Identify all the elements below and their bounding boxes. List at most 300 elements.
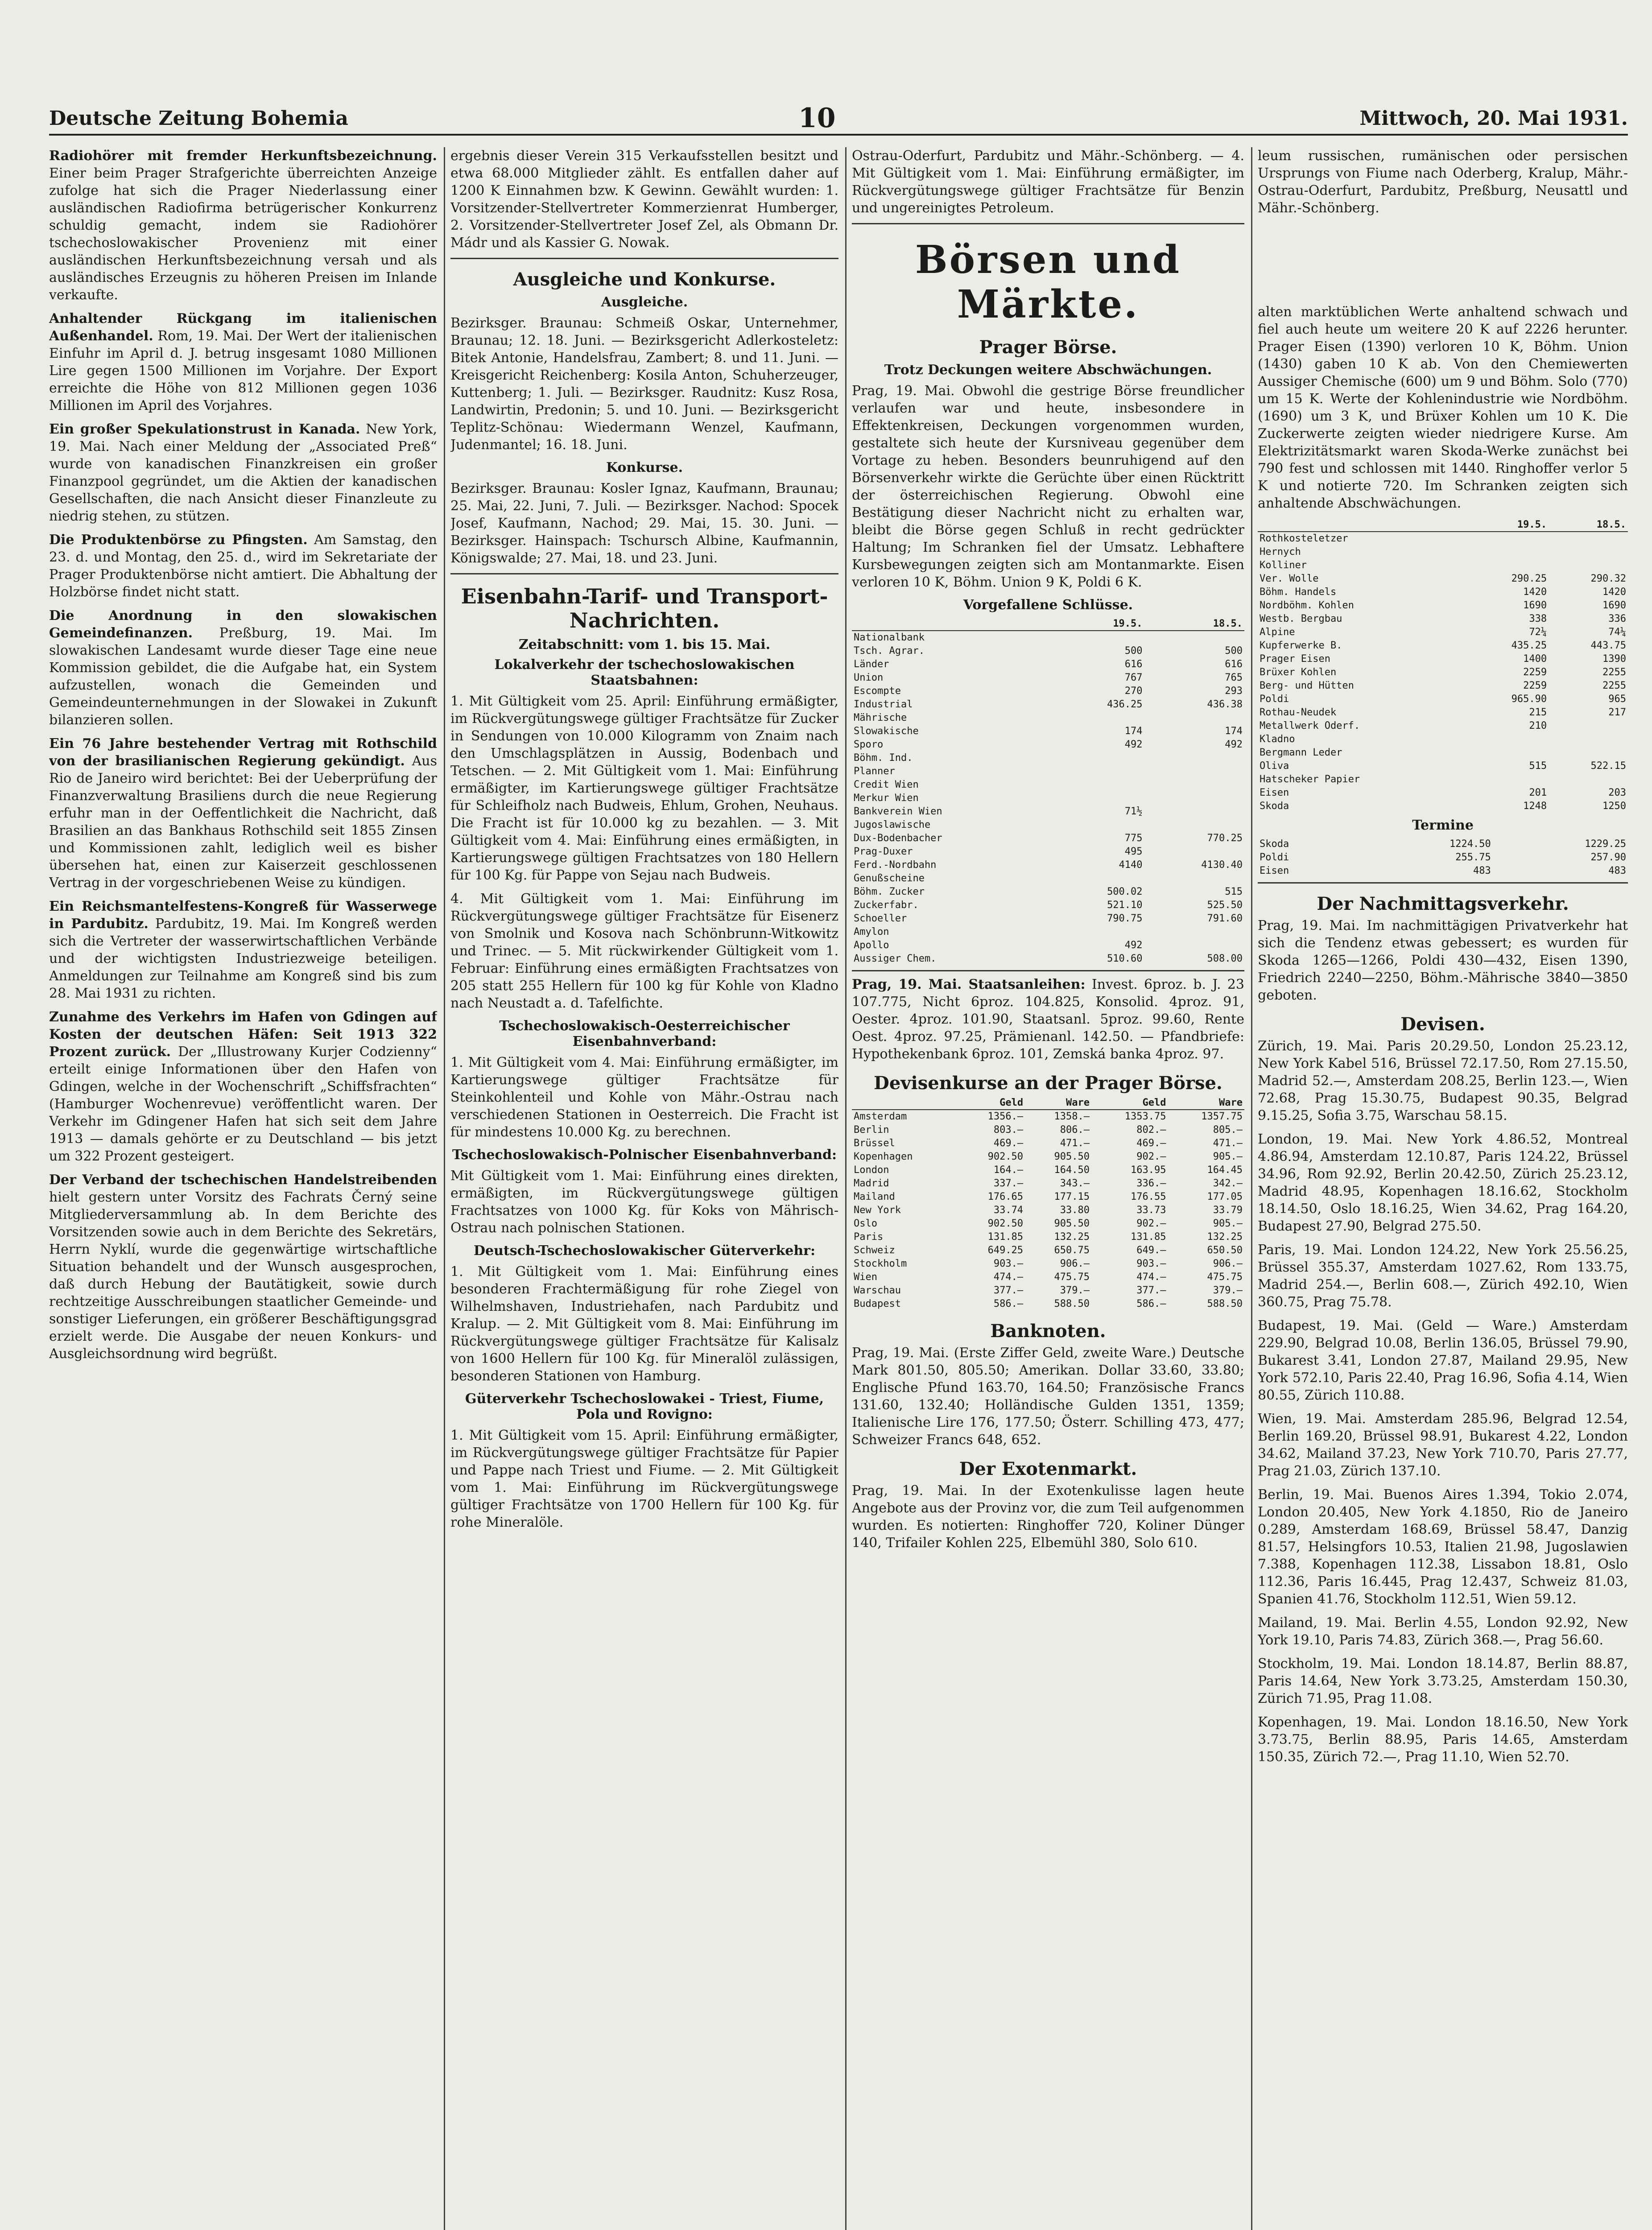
section-title: Prager Börse.	[979, 337, 1117, 358]
table-cell: Länder	[854, 659, 889, 670]
section-title: Devisen.	[1400, 1014, 1485, 1035]
article-body: ergebnis dieser Verein 315 Verkaufsstellen besitzt und etwa 68.000 Mitglieder zählt. Es entfallen daher auf 1200 K Einnahmen bzw. K Gewinn. Gewählt wurden: 1. Vorsitzender-Stellvertreter Kommerzienrat Humberger, 2. Vorsitzender-Stellvertreter Josef Zel, als Obmann Dr. Mádr und als Kassier G. Nowak.	[450, 148, 838, 251]
table-cell: Amsterdam	[854, 1111, 907, 1122]
table-cell	[1144, 711, 1244, 725]
table-cell: 1690	[1523, 600, 1547, 611]
table-cell: 906.—	[1060, 1258, 1090, 1269]
table-row	[1258, 559, 1628, 572]
article-headline: Der Verband der tschechischen Handelstreibenden	[49, 1172, 437, 1188]
table-row	[852, 939, 1244, 952]
table-cell: 132.25	[1054, 1231, 1090, 1243]
table-row	[852, 725, 1244, 738]
table-row	[852, 859, 1244, 872]
table-header-cell	[852, 617, 1057, 631]
section-title: Banknoten.	[990, 1321, 1106, 1342]
column-rule	[845, 147, 847, 2230]
table-cell	[1469, 545, 1549, 559]
table-cell: Ver. Wolle	[1260, 573, 1319, 584]
article	[49, 531, 437, 601]
table-cell	[1144, 631, 1244, 644]
table-cell: 903.—	[1136, 1258, 1166, 1269]
table-row	[1258, 652, 1628, 666]
article-body: Aus Rio de Janeiro wird berichtet: Bei der Ueberprüfung der Finanzverwaltung Brasiliens durch die neue Regierung erfuhr man in der Oeffentlichkeit die Nachricht, daß Brasilien an das Bankhaus Rothschild seit 1855 Zinsen und Kommissionen zahlt, lediglich weil es bisher übersehen hat, einen zur Kaiserzeit geschlossenen Vertrag in der vorgeschriebenen Weise zu kündigen.	[49, 753, 437, 891]
table-cell: 379.—	[1060, 1285, 1090, 1296]
table-cell: 176.65	[987, 1191, 1024, 1202]
table-header-cell: 19.5.	[1469, 518, 1549, 532]
table-cell: 469.—	[1136, 1138, 1166, 1149]
stock-table	[1258, 518, 1628, 813]
table-cell: Skoda	[1260, 838, 1289, 850]
table-cell: Westb. Bergbau	[1260, 613, 1342, 624]
table-cell: Credit Wien	[854, 779, 919, 790]
table-cell: 906.—	[1213, 1258, 1243, 1269]
section-subtitle: Konkurse.	[606, 460, 683, 475]
table-cell: 492	[1124, 940, 1143, 951]
table-cell	[1057, 631, 1144, 644]
table-cell: 500	[1124, 645, 1143, 657]
article-body: Stockholm, 19. Mai. London 18.14.87, Berlin 88.87, Paris 14.64, New York 3.73.25, Amsterdam 150.30, Zürich 71.95, Prag 11.08.	[1258, 1656, 1628, 1706]
table-cell: 210	[1529, 720, 1547, 731]
article-body: hielt gestern unter Vorsitz des Fachrats Černý seine Mitgliederversammlung ab. In dem Berichte des Vorsitzenden sowie auch in dem Berichte des Sekretärs, Herrn Nyklí, wurde die gegenwärtige wirtschaftliche Situation behandelt und der Wunsch ausgesprochen, daß durch Hebung der Bautätigkeit, sowie durch rechtzeitige Ausschreibungen staatlicher Gemeinde- und sonstiger Lieferungen, ein größerer Beschäftigungsgrad erzielt werde. Die Ausgabe der neuen Konkurs- und Ausgleichsordnung wird begrüßt.	[49, 1189, 437, 1362]
table-row	[852, 1190, 1244, 1204]
article-body: 1. Mit Gültigkeit vom 15. April: Einführung ermäßigter, im Rückvergütungswege gültiger Frachtsätze für Papier und Pappe nach Triest und Fiume. — 2. Mit Gültigkeit vom 1. Mai: Einführung im Rückvergütungswege gültiger Frachtsätze von 1700 Hellern für 100 Kg. für rohe Mineralöle.	[450, 1428, 838, 1530]
table-cell	[1144, 805, 1244, 818]
section-divider	[450, 573, 838, 574]
table-cell	[1549, 773, 1628, 786]
table-cell: 435.25	[1511, 640, 1547, 651]
table-cell: 1358.—	[1054, 1111, 1090, 1122]
article-body: Pardubitz, 19. Mai. Im Kongreß werden sich die Vertreter der wasserwirtschaftlichen Verbände und der wichtigsten Industriezweige beteiligen. Anmeldungen zur Teilnahme am Kongreß sind bis zum 28. Mai 1931 zu richten.	[49, 916, 437, 1001]
table-cell: 474.—	[1136, 1272, 1166, 1283]
table-cell: 802.—	[1136, 1124, 1166, 1136]
table-cell: Planner	[854, 766, 895, 777]
article	[49, 310, 437, 414]
table-cell: 436.25	[1107, 699, 1143, 710]
article-body: 1. Mit Gültigkeit vom 4. Mai: Einführung ermäßigter, im Kartierungswege gültiger Frachtsätze für Steinkohlenteil und Kohle von Mähr.-Ostrau nach verschiedenen Stationen in Oesterreich. Die Fracht ist für mindestens 10.000 Kg. zu berechnen.	[450, 1055, 838, 1140]
table-row	[852, 1137, 1244, 1150]
table-cell: Prag-Duxer	[854, 846, 913, 857]
article	[49, 735, 437, 892]
article	[49, 607, 437, 729]
article-body: 1. Mit Gültigkeit vom 25. April: Einführung ermäßigter, im Rückvergütungswege gültiger Frachtsätze für Zucker in Sendungen von 10.000 Kilogramm von Znaim nach den Umschlagsplätzen in Aussig, Bodenbach und Tetschen. — 2. Mit Gültigkeit vom 1. Mai: Einführung ermäßigter, im Kartierungswege gültiger Frachtsätze für Schleifholz nach Budweis, Ehlum, Grohen, Neuhaus. Die Fracht ist für 10.000 kg zu bezahlen. — 3. Mit Gültigkeit vom 4. Mai: Einführung eines ermäßigten, in Kartierungswege gültigen Frachtsatzes von 180 Hellern für 100 Kg. für Pappe von Sejau nach Budweis.	[450, 694, 838, 883]
table-cell: 71½	[1124, 806, 1143, 817]
table-cell: 775	[1124, 833, 1143, 844]
table-cell: 33.80	[1060, 1205, 1090, 1216]
table-cell: Brüxer Kohlen	[1260, 667, 1337, 678]
table-cell: Nordböhm. Kohlen	[1260, 600, 1354, 611]
table-row	[852, 738, 1244, 752]
table-cell: 164.50	[1054, 1165, 1090, 1176]
table-cell: 131.85	[987, 1231, 1024, 1243]
table-cell: 803.—	[993, 1124, 1024, 1136]
table-cell	[1057, 711, 1144, 725]
table-header-cell: 18.5.	[1549, 518, 1628, 532]
table-row	[1258, 572, 1628, 586]
table-cell: 164.—	[993, 1165, 1024, 1176]
table-cell: 483	[1473, 865, 1491, 876]
section-divider	[450, 258, 838, 259]
table-row	[852, 631, 1244, 644]
section-divider	[852, 970, 1244, 971]
table-cell: 336.—	[1136, 1178, 1166, 1189]
table-row	[1258, 864, 1628, 878]
article-body: Der „Illustrowany Kurjer Codzienny“ erteilt einige Informationen über den Hafen von Gdingen, welche in der Wochenschrift „Schiffsfrachten“ (Hamburger Wochenrevue) veröffentlicht waren. Der Verkehr im Gdingener Hafen hat sich seit dem Jahre 1913 — damals gehörte er zu Deutschland — bis jetzt um 322 Prozent gesteigert.	[49, 1044, 437, 1164]
article-body: Rom, 19. Mai. Der Wert der italienischen Einfuhr im April d. J. betrug insgesamt 1080 Millionen Lire gegen 1500 Millionen im Vorjahre. Der Export erreichte die Höhe von 812 Millionen gegen 1036 Millionen im April des Vorjahres.	[49, 328, 437, 413]
table-cell: Tsch. Agrar.	[854, 645, 925, 657]
article-headline: Zunahme des Verkehrs im Hafen von Gdingen auf Kosten der deutschen Häfen: Seit 1913 322 Prozent zurück.	[49, 1009, 437, 1060]
table-cell	[1057, 925, 1144, 939]
section-title: Devisenkurse an der Prager Börse.	[874, 1073, 1222, 1094]
table-cell: 174	[1124, 726, 1143, 737]
table-header-cell: Geld	[1091, 1096, 1168, 1110]
article-body: Budapest, 19. Mai. (Geld — Ware.) Amsterdam 229.90, Belgrad 10.08, Berlin 136.05, Brüssel 79.90, Bukarest 3.41, London 27.87, Mailand 29.95, New York 572.10, Paris 22.40, Prag 16.96, Sofia 4.14, Wien 80.55, Zürich 110.88.	[1258, 1318, 1628, 1403]
table-cell: 770.25	[1207, 833, 1243, 844]
table-row	[852, 792, 1244, 805]
table-cell: 500	[1225, 645, 1243, 657]
column-1	[49, 147, 437, 2230]
table-row	[852, 644, 1244, 658]
table-row	[852, 952, 1244, 966]
table-header-cell: Ware	[1025, 1096, 1091, 1110]
article-body: Ostrau-Oderfurt, Pardubitz und Mähr.-Schönberg. — 4. Mit Gültigkeit vom 1. Mai: Einführung ermäßigter, im Rückvergütungswege gültiger Frachtsätze für Benzin und ungereinigtes Petroleum.	[852, 148, 1244, 216]
table-cell: 495	[1124, 846, 1143, 857]
table-cell: 257.90	[1590, 852, 1626, 863]
table-cell: 475.75	[1054, 1272, 1090, 1283]
table-cell: 2255	[1602, 667, 1626, 678]
table-row	[852, 1123, 1244, 1137]
table-cell: 1357.75	[1201, 1111, 1243, 1122]
table-cell: 650.75	[1054, 1245, 1090, 1256]
table-cell	[1144, 765, 1244, 778]
table-cell: 525.50	[1207, 900, 1243, 911]
table-row	[1258, 733, 1628, 746]
article-body: Zürich, 19. Mai. Paris 20.29.50, London 25.23.12, New York Kabel 516, Brüssel 72.17.50, Rom 27.15.50, Madrid 52.—, Amsterdam 208.25, Berlin 123.—, Wien 72.68, Prag 15.30.75, Budapest 90.35, Belgrad 9.15.25, Sofia 3.75, Warschau 58.15.	[1258, 1038, 1628, 1123]
table-cell: Kopenhagen	[854, 1151, 913, 1162]
table-row	[1258, 599, 1628, 612]
table-header-cell: 18.5.	[1144, 617, 1244, 631]
table-cell: Hatscheker Papier	[1260, 774, 1360, 785]
table-row	[1258, 626, 1628, 639]
section-subtitle: Vorgefallene Schlüsse.	[963, 597, 1133, 613]
table-cell: 4140	[1119, 859, 1143, 871]
table-cell: Schoeller	[854, 913, 907, 924]
table-cell: Industrial	[854, 699, 913, 710]
table-cell: 379.—	[1213, 1285, 1243, 1296]
table-cell: Merkur Wien	[854, 793, 919, 804]
table-cell: 74¼	[1608, 627, 1626, 638]
table-row	[852, 818, 1244, 832]
table-cell: 649.—	[1136, 1245, 1166, 1256]
table-cell: Sporo	[854, 739, 884, 750]
article-headline: Die Produktenbörse zu Pfingsten.	[49, 532, 308, 548]
column-2	[450, 147, 838, 2230]
section-title: Eisenbahn-Tarif- und Transport-Nachrichten.	[461, 584, 828, 632]
table-cell: 4130.40	[1201, 859, 1243, 871]
table-row	[852, 685, 1244, 698]
table-cell	[1144, 872, 1244, 885]
table-cell: 469.—	[993, 1138, 1024, 1149]
table-cell: 2259	[1523, 667, 1547, 678]
article	[49, 898, 437, 1002]
column-4	[1258, 147, 1628, 2230]
table-row	[1258, 800, 1628, 813]
table-row	[1258, 693, 1628, 706]
article-body: Prag, 19. Mai. Im nachmittägigen Privatverkehr hat sich die Tendenz etwas gebessert; es wurden für Skoda 1265—1266, Poldi 430—432, Eisen 1390, Friedrich 2240—2250, Böhm.-Mährische 3840—3850 geboten.	[1258, 918, 1628, 1003]
table-row	[1258, 532, 1628, 545]
section-title: Der Exotenmarkt.	[959, 1458, 1137, 1479]
section-divider	[852, 223, 1244, 224]
table-cell: 1420	[1602, 586, 1626, 598]
table-cell: Genußscheine	[854, 873, 925, 884]
table-cell: Madrid	[854, 1178, 889, 1189]
section-subtitle: Deutsch-Tschechoslowakischer Güterverkehr:	[473, 1243, 816, 1259]
table-cell: Eisen	[1260, 787, 1289, 798]
table-cell	[1469, 532, 1549, 545]
table-row	[1258, 666, 1628, 679]
table-cell: 616	[1124, 659, 1143, 670]
table-cell: Kupferwerke B.	[1260, 640, 1342, 651]
table-cell: 515	[1225, 886, 1243, 897]
table-cell: 377.—	[993, 1285, 1024, 1296]
table-cell: 471.—	[1060, 1138, 1090, 1149]
table-cell: 336	[1608, 613, 1626, 624]
table-cell: 163.95	[1130, 1165, 1166, 1176]
section-subtitle: Tschechoslowakisch-Polnischer Eisenbahnverband:	[452, 1147, 837, 1163]
table-cell: Warschau	[854, 1285, 901, 1296]
section-subtitle: Termine	[1412, 818, 1474, 833]
table-cell	[1549, 545, 1628, 559]
article-body: Prag, 19. Mai. In der Exotenkulisse lagen heute Angebote aus der Provinz vor, die zum Teil aufgenommen wurden. Es notierten: Ringhoffer 720, Koliner Dünger 140, Trifailer Kohlen 225, Elbemühl 380, Solo 610.	[852, 1483, 1244, 1551]
table-cell: 508.00	[1207, 953, 1243, 964]
table-row	[852, 925, 1244, 939]
table-cell: 290.25	[1511, 573, 1547, 584]
table-cell	[1144, 778, 1244, 792]
article-body: Am Samstag, den 23. d. und Montag, den 25. d., wird im Sekretariate der Prager Produktenbörse nicht amtiert. Die Abhaltung der Holzbörse findet nicht statt.	[49, 532, 437, 600]
table-cell: 500.02	[1107, 886, 1143, 897]
table-cell: 510.60	[1107, 953, 1143, 964]
table-cell	[1549, 559, 1628, 572]
table-cell: 2255	[1602, 680, 1626, 691]
section-banner: Börsen und Märkte.	[915, 237, 1181, 327]
article	[49, 1008, 437, 1165]
table-row	[1258, 639, 1628, 652]
table-cell: 965.90	[1511, 694, 1547, 705]
table-cell: 791.60	[1207, 913, 1243, 924]
table-cell: Bankverein Wien	[854, 806, 942, 817]
table-cell: 806.—	[1060, 1124, 1090, 1136]
table-row	[852, 832, 1244, 845]
article-body: Bezirksger. Braunau: Schmeiß Oskar, Unternehmer, Braunau; 12. 18. Juni. — Bezirksgericht Adlerkosteletz: Bitek Antonie, Handelsfrau, Zambert; 8. und 11. Juni. — Kreisgericht Reichenberg: Kosila Anton, Schuherzeuger, Kuttenberg; 1. Juli. — Bezirksger. Raudnitz: Kusz Rosa, Landwirtin, Predonin; 5. und 10. Juni. — Bezirksgericht Teplitz-Schönau: Wiedermann Wenzel, Kaufmann, Judenmantel; 16. 18. Juni.	[450, 315, 838, 453]
table-row	[852, 899, 1244, 912]
table-cell: 521.10	[1107, 900, 1143, 911]
table-cell: 805.—	[1213, 1124, 1243, 1136]
table-cell: 443.75	[1590, 640, 1626, 651]
table-cell: 33.79	[1213, 1205, 1243, 1216]
newspaper-page	[49, 103, 1628, 2230]
article	[49, 147, 437, 304]
section-subtitle: Lokalverkehr der tschechoslowakischen Staatsbahnen:	[494, 657, 795, 688]
table-cell: 337.—	[993, 1178, 1024, 1189]
table-cell: Kladno	[1260, 734, 1295, 745]
table-cell	[1144, 939, 1244, 952]
table-cell: Amylon	[854, 926, 889, 937]
table-row	[852, 698, 1244, 711]
table-cell: 586.—	[993, 1298, 1024, 1309]
table-cell: 177.05	[1207, 1191, 1243, 1202]
table-cell: 902.50	[987, 1218, 1024, 1229]
table-row	[852, 752, 1244, 765]
article-body: Prag, 19. Mai. (Erste Ziffer Geld, zweite Ware.) Deutsche Mark 801.50, 805.50; Amerikan. Dollar 33.60, 33.80; Englische Pfund 163.70, 164.50; Französische Francs 131.60, 132.40; Holländische Gulden 1351, 1359; Italienische Lire 176, 177.50; Österr. Schilling 473, 477; Schweizer Francs 648, 652.	[852, 1345, 1244, 1448]
table-cell: Escompte	[854, 686, 901, 697]
article-headline: Ein großer Spekulationstrust in Kanada.	[49, 421, 360, 437]
table-row	[1258, 545, 1628, 559]
table-cell: Paris	[854, 1231, 884, 1243]
table-cell: Zuckerfabr.	[854, 900, 919, 911]
table-cell: Budapest	[854, 1298, 901, 1309]
section-subtitle: Güterverkehr Tschechoslowakei - Triest, Fiume, Pola und Rovigno:	[465, 1391, 824, 1422]
table-row	[852, 1177, 1244, 1190]
table-row	[852, 845, 1244, 859]
table-cell: 649.25	[987, 1245, 1024, 1256]
table-cell	[1057, 778, 1144, 792]
table-cell: 492	[1124, 739, 1143, 750]
table-cell: New York	[854, 1205, 901, 1216]
table-cell: Union	[854, 672, 884, 683]
table-header-cell	[1258, 518, 1469, 532]
table-cell: Stockholm	[854, 1258, 907, 1269]
table-header-cell: Ware	[1168, 1096, 1244, 1110]
table-cell: 176.55	[1130, 1191, 1166, 1202]
article-body: Einer beim Prager Strafgerichte überreichten Anzeige zufolge hat sich die Prager Niederlassung einer ausländischen Radiofirma betrügerischer Konkurrenz schuldig gemacht, indem sie Radiohörer tschechoslowakischer Provenienz mit einer ausländischen Herkunftsbezeichnung versah und als ausländisches Erzeugnis zu höheren Preisen im Inlande verkaufte.	[49, 165, 437, 303]
table-cell: 1224.50	[1450, 838, 1491, 850]
column-rule	[1251, 147, 1252, 2230]
table-cell: 1420	[1523, 586, 1547, 598]
table-cell: 790.75	[1107, 913, 1143, 924]
table-cell: 492	[1225, 739, 1243, 750]
table-cell: 174	[1225, 726, 1243, 737]
article-body: Mit Gültigkeit vom 1. Mai: Einführung eines direkten, ermäßigten, im Rückvergütungswege gültigen Frachtsatzes von 1000 Kg. für Koks von Mährisch-Ostrau nach polnischen Stationen.	[450, 1168, 838, 1236]
table-cell: Schweiz	[854, 1245, 895, 1256]
article-body: Bezirksger. Braunau: Kosler Ignaz, Kaufmann, Braunau; 25. Mai, 22. Juni, 7. Juli. — Bezirksger. Nachod: Spocek Josef, Kaufmann, Nachod; 29. Mai, 15. 30. Juni. — Bezirksger. Hainspach: Tschursch Albine, Kaufmannin, Königswalde; 27. Mai, 18. und 23. Juni.	[450, 481, 838, 566]
table-cell: Oliva	[1260, 760, 1289, 772]
table-cell: Slowakische	[854, 726, 919, 737]
table-cell: Rothkosteletzer	[1260, 533, 1348, 544]
table-cell: 217	[1608, 707, 1626, 718]
table-cell	[1057, 818, 1144, 832]
table-row	[1258, 760, 1628, 773]
table-row	[1258, 773, 1628, 786]
issue-date: Mittwoch, 20. Mai 1931.	[1359, 107, 1628, 130]
table-row	[852, 778, 1244, 792]
table-header-cell: 19.5.	[1057, 617, 1144, 631]
table-cell: Mährische	[854, 712, 907, 723]
table-row	[852, 711, 1244, 725]
table-cell	[1549, 532, 1628, 545]
article-body: Prag, 19. Mai. Obwohl die gestrige Börse freundlicher verlaufen war und heute, insbesondere in Effektenkreisen, Deckungen vorgenommen wurden, gestaltete sich heute der Kursniveau gegenüber dem Vortage zu heben. Besonders beunruhigend auf den Börsenverkehr wirkte die Gerüchte über einen Rücktritt der österreichischen Regierung. Obwohl eine Bestätigung dieser Nachricht nicht zu erhalten war, bleibt die Börse gegen Schluß in recht gedrückter Haltung; Im Schranken fiel der Umsatz. Lebhaftere Kursbewegungen zeigten sich am Montanmarkte. Eisen verloren 10 K, Böhm. Union 9 K, Poldi 6 K.	[852, 383, 1244, 590]
table-cell: 1250	[1602, 801, 1626, 812]
article-body: leum russischen, rumänischen oder persischen Ursprungs von Fiume nach Oderberg, Kralup, Mähr.-Ostrau-Oderfurt, Pardubitz, Preßburg, Neusattl und Mähr.-Schönberg.	[1258, 148, 1628, 216]
table-cell: 131.85	[1130, 1231, 1166, 1243]
table-row	[852, 1271, 1244, 1284]
table-row	[852, 885, 1244, 899]
table-cell: 2259	[1523, 680, 1547, 691]
table-cell: 1229.25	[1585, 838, 1626, 850]
article-headline: Ein Reichsmantelfestens-Kongreß für Wasserwege in Pardubitz.	[49, 899, 437, 932]
table-row	[852, 671, 1244, 685]
table-cell: 474.—	[993, 1272, 1024, 1283]
table-cell: Böhm. Ind.	[854, 752, 913, 764]
article-body: Wien, 19. Mai. Amsterdam 285.96, Belgrad 12.54, Berlin 169.20, Brüssel 98.91, Bukarest 4.22, London 34.62, Mailand 37.23, New York 710.70, Paris 27.77, Prag 21.03, Zürich 137.10.	[1258, 1411, 1628, 1479]
table-cell: 1248	[1523, 801, 1547, 812]
table-cell: London	[854, 1165, 889, 1176]
newspaper-name: Deutsche Zeitung Bohemia	[49, 107, 348, 130]
table-cell: 1400	[1523, 653, 1547, 665]
table-cell: 905.50	[1054, 1218, 1090, 1229]
table-cell: Skoda	[1260, 801, 1289, 812]
exchange-table	[852, 1096, 1244, 1311]
table-row	[852, 1231, 1244, 1244]
table-cell: 132.25	[1207, 1231, 1243, 1243]
table-cell: Ferd.-Nordbahn	[854, 859, 937, 871]
table-cell: Oslo	[854, 1218, 877, 1229]
table-cell: 177.15	[1054, 1191, 1090, 1202]
table-cell: 255.75	[1455, 852, 1491, 863]
table-cell: Alpine	[1260, 627, 1295, 638]
section-divider	[1258, 882, 1628, 884]
table-row	[852, 1297, 1244, 1311]
table-cell: 343.—	[1060, 1178, 1090, 1189]
article-body: Paris, 19. Mai. London 124.22, New York 25.56.25, Brüssel 355.37, Amsterdam 1027.62, Rom 133.75, Madrid 254.—, Berlin 608.—, Zürich 492.10, Wien 360.75, Prag 75.78.	[1258, 1242, 1628, 1310]
table-row	[852, 1204, 1244, 1217]
table-cell: 33.73	[1136, 1205, 1166, 1216]
table-cell	[1144, 792, 1244, 805]
table-cell: 475.75	[1207, 1272, 1243, 1283]
table-cell	[1144, 845, 1244, 859]
table-row	[1258, 838, 1628, 851]
table-row	[1258, 786, 1628, 800]
article-headline: Die Anordnung in den slowakischen Gemeindefinanzen.	[49, 608, 437, 641]
article-body: London, 19. Mai. New York 4.86.52, Montreal 4.86.94, Amsterdam 12.10.87, Paris 124.22, Brüssel 34.96, Rom 92.92, Berlin 20.42.50, Zürich 25.23.12, Madrid 48.95, Kopenhagen 18.16.62, Stockholm 18.14.50, Oslo 18.16.25, Wien 34.62, Prag 164.20, Budapest 27.90, Belgrad 275.50.	[1258, 1132, 1628, 1234]
table-cell: 436.38	[1207, 699, 1243, 710]
table-cell: Poldi	[1260, 694, 1289, 705]
table-cell: Berg- und Hütten	[1260, 680, 1354, 691]
table-row	[1258, 719, 1628, 733]
table-header-cell: Geld	[958, 1096, 1025, 1110]
table-cell	[1469, 733, 1549, 746]
article-headline: Ein 76 Jahre bestehender Vertrag mit Rothschild von der brasilianischen Regierung gekündigt.	[49, 736, 437, 769]
table-cell: 905.50	[1054, 1151, 1090, 1162]
table-cell: Bergmann Leder	[1260, 747, 1342, 758]
article-body: Kopenhagen, 19. Mai. London 18.16.50, New York 3.73.75, Berlin 88.95, Paris 14.65, Amsterdam 150.35, Zürich 72.—, Prag 11.10, Wien 52.70.	[1258, 1714, 1628, 1765]
table-cell	[1057, 752, 1144, 765]
table-cell	[1144, 752, 1244, 765]
table-row	[852, 1257, 1244, 1271]
table-cell: 293	[1225, 686, 1243, 697]
table-cell: 588.50	[1054, 1298, 1090, 1309]
table-row	[852, 1110, 1244, 1123]
table-cell: 767	[1124, 672, 1143, 683]
table-cell: 203	[1608, 787, 1626, 798]
table-cell: 1690	[1602, 600, 1626, 611]
table-cell: 903.—	[993, 1258, 1024, 1269]
table-row	[1258, 706, 1628, 719]
table-cell: 164.45	[1207, 1165, 1243, 1176]
table-cell: Böhm. Zucker	[854, 886, 925, 897]
table-cell: 72¼	[1529, 627, 1547, 638]
table-cell: 270	[1124, 686, 1143, 697]
table-cell: 1356.—	[987, 1111, 1024, 1122]
table-cell: 1353.75	[1124, 1111, 1166, 1122]
